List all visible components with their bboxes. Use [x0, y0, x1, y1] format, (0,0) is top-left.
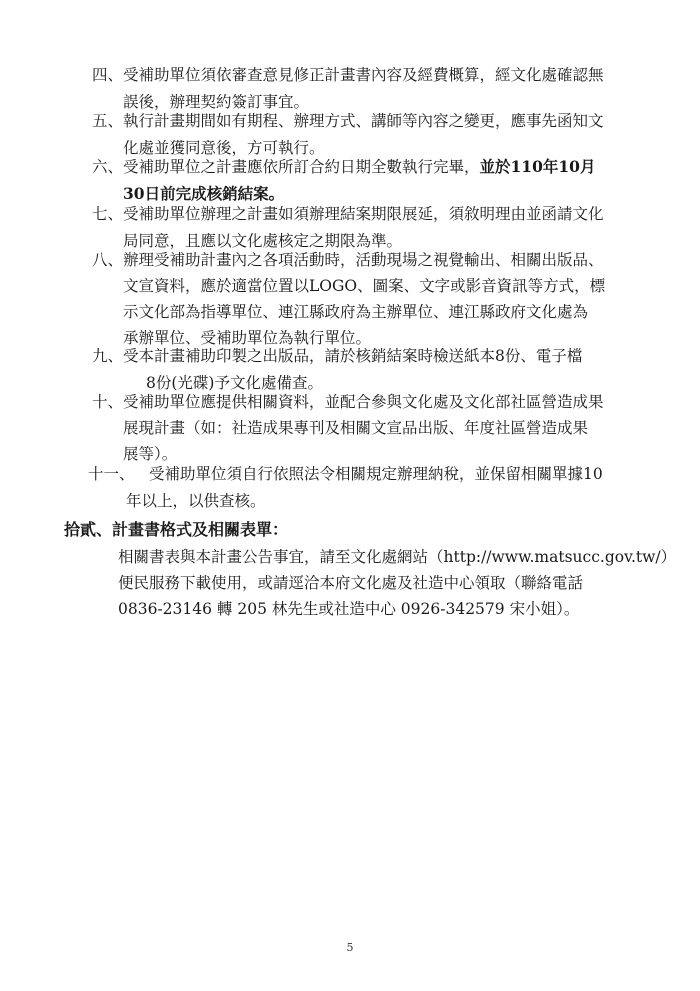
clause-text-line: 誤後，辦理契約簽訂事宜。 — [123, 93, 310, 111]
clause-text-line: 化處並獲同意後，方可執行。 — [123, 139, 325, 157]
clause-text-normal: 受補助單位之計畫應依所訂合約日期全數執行完畢， — [123, 158, 480, 176]
clause-11 — [88, 462, 603, 513]
clause-text-line: 局同意，且應以文化處核定之期限為準。 — [123, 232, 403, 250]
clause-number: 五、 — [92, 112, 124, 130]
clause-text-line: 受補助單位辦理之計畫如須辦理結案期限展延，須敘明理由並函請文化 — [123, 205, 604, 223]
page-number: 5 — [346, 941, 354, 954]
clause-text-line: 受本計畫補助印製之出版品，請於核銷結案時檢送紙本8份、電子檔 — [123, 347, 583, 365]
clause-text-emphasis-line: 30日前完成核銷結案。 — [123, 184, 285, 203]
clause-text-emphasis: 並於110年10月 — [479, 157, 596, 176]
clause-text-line: 8份(光碟)予文化處備查。 — [146, 374, 323, 392]
clause-text-line: 執行計畫期間如有期程、辦理方式、講師等內容之變更，應事先函知文 — [123, 112, 604, 130]
clause-number: 六、 — [92, 158, 124, 176]
clause-text-line — [123, 155, 595, 179]
clause-text-line: 示文化部為指導單位、連江縣政府為主辦單位、連江縣政府文化處為 — [123, 303, 589, 321]
section-heading: 拾貳、計畫書格式及相關表單： — [64, 520, 289, 539]
clause-8 — [92, 248, 605, 350]
paragraph-line: 0836-23146 轉 205 林先生或社造中心 0926-342579 宋小姐）。 — [118, 600, 580, 618]
clause-text-line: 年以上，以供查核。 — [126, 492, 266, 510]
clause-7 — [92, 202, 604, 253]
section-paragraph — [118, 545, 676, 621]
clause-10 — [92, 390, 604, 466]
clause-text-line: 展現計畫（如：社造成果專刊及相關文宣品出版、年度社區營造成果 — [123, 419, 589, 437]
clause-text-line: 受補助單位應提供相關資料，並配合參與文化處及文化部社區營造成果 — [123, 393, 604, 411]
paragraph-line: 便民服務下載使用，或請逕洽本府文化處及社造中心領取（聯絡電話 — [118, 574, 584, 592]
clause-number: 十一、 — [88, 465, 135, 483]
clause-text-line: 承辦單位、受補助單位為執行單位。 — [123, 329, 372, 347]
clause-text-line: 受補助單位須自行依照法令相關規定辦理納稅，並保留相關單據10 — [149, 465, 603, 483]
clause-4 — [92, 63, 604, 114]
clause-number: 四、 — [92, 66, 124, 84]
clause-number: 十、 — [92, 393, 124, 411]
clause-6 — [92, 155, 595, 206]
clause-number: 九、 — [92, 347, 124, 365]
clause-text-line: 文宣資料，應於適當位置以LOGO、圖案、文字或影音資訊等方式，標 — [123, 277, 606, 295]
clause-9 — [92, 344, 582, 395]
clause-text-line: 受補助單位須依審查意見修正計畫書內容及經費概算，經文化處確認無 — [123, 66, 604, 84]
paragraph-line: 相關書表與本計畫公告事宜，請至文化處網站（http://www.matsucc.gov.tw/） — [118, 548, 677, 566]
clause-number: 七、 — [92, 205, 124, 223]
clause-text-line: 展等）。 — [123, 445, 178, 463]
clause-text-line: 辦理受補助計畫內之各項活動時，活動現場之視覺輸出、相關出版品、 — [123, 251, 604, 269]
clause-number: 八、 — [92, 251, 124, 269]
clause-5 — [92, 109, 604, 160]
